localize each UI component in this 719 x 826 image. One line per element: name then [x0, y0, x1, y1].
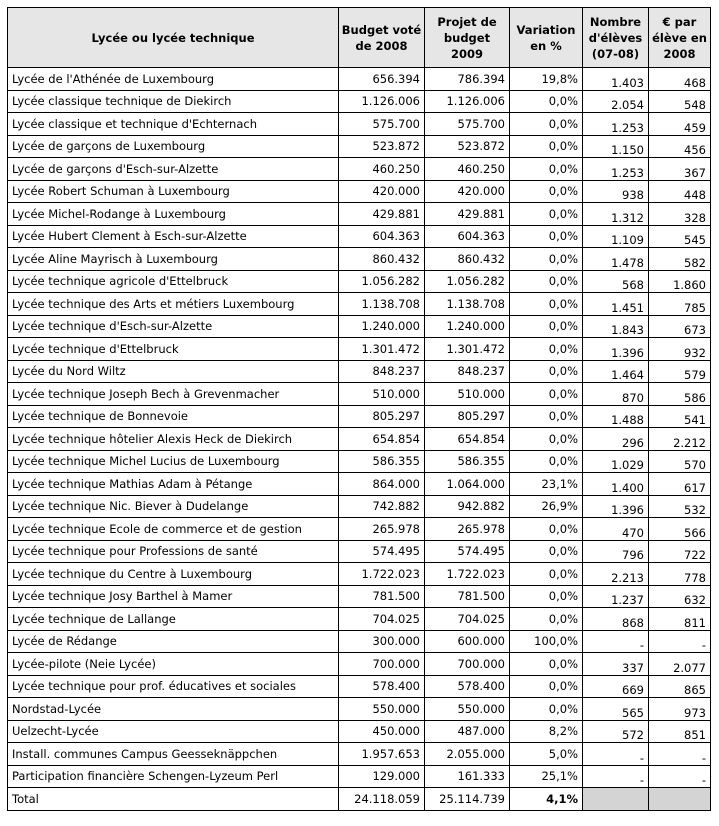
header-per-pupil: € par élève en 2008 — [649, 8, 711, 68]
school-name-cell: Lycée de l'Athénée de Luxembourg — [8, 68, 339, 91]
variation-cell: 0,0% — [510, 180, 583, 203]
variation-cell: 0,0% — [510, 585, 583, 608]
budget-2008-cell: 300.000 — [339, 630, 425, 653]
budget-2009-cell: 1.056.282 — [425, 270, 510, 293]
pupils-cell: 1.400 — [583, 473, 649, 496]
budget-2009-cell: 161.333 — [425, 765, 510, 788]
variation-cell: 0,0% — [510, 675, 583, 698]
school-name-cell: Lycée technique agricole d'Ettelbruck — [8, 270, 339, 293]
table-row — [8, 180, 711, 203]
variation-cell: 23,1% — [510, 473, 583, 496]
budget-2009-cell: 700.000 — [425, 653, 510, 676]
school-name-cell: Nordstad-Lycée — [8, 698, 339, 721]
per-pupil-cell: 570 — [649, 450, 711, 473]
budget-2009-cell: 487.000 — [425, 720, 510, 743]
pupils-cell: 938 — [583, 180, 649, 203]
budget-2008-cell: 805.297 — [339, 405, 425, 428]
table-row — [8, 158, 711, 181]
budget-2008-cell: 1.301.472 — [339, 338, 425, 361]
pupils-cell: - — [583, 765, 649, 788]
budget-2009-cell: 848.237 — [425, 360, 510, 383]
per-pupil-cell: 468 — [649, 68, 711, 91]
per-pupil-cell: 785 — [649, 293, 711, 316]
table-row — [8, 360, 711, 383]
budget-2009-cell: 523.872 — [425, 135, 510, 158]
pupils-cell: 1.029 — [583, 450, 649, 473]
budget-2009-cell: 1.138.708 — [425, 293, 510, 316]
table-row — [8, 203, 711, 226]
per-pupil-cell: 932 — [649, 338, 711, 361]
table-row — [8, 698, 711, 721]
table-row — [8, 293, 711, 316]
table-row — [8, 450, 711, 473]
per-pupil-cell: 566 — [649, 518, 711, 541]
pupils-cell: 1.843 — [583, 315, 649, 338]
budget-2008-cell: 864.000 — [339, 473, 425, 496]
pupils-cell: 568 — [583, 270, 649, 293]
budget-2008-cell: 1.722.023 — [339, 563, 425, 586]
school-name-cell: Lycée du Nord Wiltz — [8, 360, 339, 383]
per-pupil-cell: 367 — [649, 158, 711, 181]
pupils-cell: 1.464 — [583, 360, 649, 383]
school-name-cell: Lycée classique et technique d'Echternach — [8, 113, 339, 136]
variation-cell: 25,1% — [510, 765, 583, 788]
budget-2009-cell: 429.881 — [425, 203, 510, 226]
per-pupil-cell: 579 — [649, 360, 711, 383]
per-pupil-cell: 456 — [649, 135, 711, 158]
budget-2008-cell: 586.355 — [339, 450, 425, 473]
variation-cell: 0,0% — [510, 383, 583, 406]
variation-cell: 0,0% — [510, 428, 583, 451]
pupils-cell: - — [583, 630, 649, 653]
per-pupil-cell: 2.212 — [649, 428, 711, 451]
school-name-cell: Lycée de Rédange — [8, 630, 339, 653]
budget-2009-cell: 1.064.000 — [425, 473, 510, 496]
budget-2008-cell: 742.882 — [339, 495, 425, 518]
table-body — [8, 68, 711, 788]
budget-2009-cell: 2.055.000 — [425, 743, 510, 766]
variation-cell: 0,0% — [510, 293, 583, 316]
budget-2009-cell: 704.025 — [425, 608, 510, 631]
pupils-cell: 1.109 — [583, 225, 649, 248]
table-row — [8, 765, 711, 788]
per-pupil-cell: - — [649, 743, 711, 766]
variation-cell: 5,0% — [510, 743, 583, 766]
budget-2009-cell: 550.000 — [425, 698, 510, 721]
budget-2008-cell: 523.872 — [339, 135, 425, 158]
budget-2009-cell: 654.854 — [425, 428, 510, 451]
budget-2009-cell: 460.250 — [425, 158, 510, 181]
budget-2009-cell: 510.000 — [425, 383, 510, 406]
per-pupil-cell: 459 — [649, 113, 711, 136]
table-row — [8, 270, 711, 293]
variation-cell: 0,0% — [510, 315, 583, 338]
variation-cell: 0,0% — [510, 698, 583, 721]
per-pupil-cell: 548 — [649, 90, 711, 113]
variation-cell: 0,0% — [510, 405, 583, 428]
header-school: Lycée ou lycée technique — [8, 8, 339, 68]
table-row — [8, 743, 711, 766]
pupils-cell: 572 — [583, 720, 649, 743]
budget-2009-cell: 600.000 — [425, 630, 510, 653]
pupils-cell: 1.488 — [583, 405, 649, 428]
per-pupil-cell: 1.860 — [649, 270, 711, 293]
budget-2009-cell: 1.240.000 — [425, 315, 510, 338]
per-pupil-cell: 778 — [649, 563, 711, 586]
budget-2009-cell: 420.000 — [425, 180, 510, 203]
budget-2009-cell: 1.301.472 — [425, 338, 510, 361]
pupils-cell: 2.054 — [583, 90, 649, 113]
school-name-cell: Lycée technique Joseph Bech à Grevenmacher — [8, 383, 339, 406]
header-budget-2009: Projet de budget 2009 — [425, 8, 510, 68]
total-variation: 4,1% — [510, 788, 583, 811]
budget-2009-cell: 586.355 — [425, 450, 510, 473]
budget-2008-cell: 574.495 — [339, 540, 425, 563]
header-pupils: Nombre d'élèves (07-08) — [583, 8, 649, 68]
variation-cell: 0,0% — [510, 338, 583, 361]
pupils-cell: 2.213 — [583, 563, 649, 586]
budget-2008-cell: 420.000 — [339, 180, 425, 203]
budget-2008-cell: 578.400 — [339, 675, 425, 698]
table-row — [8, 518, 711, 541]
per-pupil-cell: 851 — [649, 720, 711, 743]
school-name-cell: Lycée technique de Bonnevoie — [8, 405, 339, 428]
school-name-cell: Lycée technique Nic. Biever à Dudelange — [8, 495, 339, 518]
pupils-cell: 1.312 — [583, 203, 649, 226]
per-pupil-cell: 582 — [649, 248, 711, 271]
pupils-cell: - — [583, 743, 649, 766]
pupils-cell: 1.403 — [583, 68, 649, 91]
school-name-cell: Lycée Michel-Rodange à Luxembourg — [8, 203, 339, 226]
budget-2008-cell: 1.056.282 — [339, 270, 425, 293]
budget-2009-cell: 604.363 — [425, 225, 510, 248]
school-name-cell: Lycée technique Mathias Adam à Pétange — [8, 473, 339, 496]
budget-2008-cell: 700.000 — [339, 653, 425, 676]
variation-cell: 0,0% — [510, 360, 583, 383]
per-pupil-cell: 632 — [649, 585, 711, 608]
table-row — [8, 563, 711, 586]
budget-2008-cell: 550.000 — [339, 698, 425, 721]
pupils-cell: 1.451 — [583, 293, 649, 316]
pupils-cell: 1.396 — [583, 495, 649, 518]
variation-cell: 0,0% — [510, 518, 583, 541]
total-budget-2008: 24.118.059 — [339, 788, 425, 811]
pupils-cell: 1.396 — [583, 338, 649, 361]
school-name-cell: Install. communes Campus Geesseknäppchen — [8, 743, 339, 766]
budget-2009-cell: 265.978 — [425, 518, 510, 541]
budget-2009-cell: 805.297 — [425, 405, 510, 428]
per-pupil-cell: 2.077 — [649, 653, 711, 676]
total-row — [8, 788, 711, 811]
school-name-cell: Lycée classique technique de Diekirch — [8, 90, 339, 113]
budget-2008-cell: 1.957.653 — [339, 743, 425, 766]
school-name-cell: Lycée-pilote (Neie Lycée) — [8, 653, 339, 676]
school-name-cell: Lycée technique pour prof. éducatives et sociales — [8, 675, 339, 698]
per-pupil-cell: 617 — [649, 473, 711, 496]
budget-2008-cell: 1.138.708 — [339, 293, 425, 316]
header-row — [8, 8, 711, 68]
per-pupil-cell: 722 — [649, 540, 711, 563]
variation-cell: 0,0% — [510, 450, 583, 473]
variation-cell: 0,0% — [510, 158, 583, 181]
school-name-cell: Lycée Aline Mayrisch à Luxembourg — [8, 248, 339, 271]
budget-2008-cell: 848.237 — [339, 360, 425, 383]
school-name-cell: Lycée technique Ecole de commerce et de gestion — [8, 518, 339, 541]
variation-cell: 100,0% — [510, 630, 583, 653]
budget-2009-cell: 578.400 — [425, 675, 510, 698]
per-pupil-cell: 541 — [649, 405, 711, 428]
budget-2009-cell: 1.722.023 — [425, 563, 510, 586]
budget-2009-cell: 942.882 — [425, 495, 510, 518]
pupils-cell: 1.253 — [583, 158, 649, 181]
pupils-cell: 337 — [583, 653, 649, 676]
variation-cell: 0,0% — [510, 113, 583, 136]
table-row — [8, 315, 711, 338]
per-pupil-cell: - — [649, 630, 711, 653]
variation-cell: 0,0% — [510, 225, 583, 248]
per-pupil-cell: 811 — [649, 608, 711, 631]
budget-2008-cell: 656.394 — [339, 68, 425, 91]
budget-2009-cell: 1.126.006 — [425, 90, 510, 113]
budget-2008-cell: 575.700 — [339, 113, 425, 136]
pupils-cell: 1.253 — [583, 113, 649, 136]
variation-cell: 0,0% — [510, 540, 583, 563]
variation-cell: 0,0% — [510, 90, 583, 113]
budget-2008-cell: 1.126.006 — [339, 90, 425, 113]
table-row — [8, 473, 711, 496]
table-row — [8, 225, 711, 248]
per-pupil-cell: 328 — [649, 203, 711, 226]
table-row — [8, 68, 711, 91]
table-row — [8, 585, 711, 608]
table-row — [8, 630, 711, 653]
budget-2008-cell: 265.978 — [339, 518, 425, 541]
header-budget-2008: Budget voté de 2008 — [339, 8, 425, 68]
school-name-cell: Lycée technique des Arts et métiers Luxembourg — [8, 293, 339, 316]
variation-cell: 19,8% — [510, 68, 583, 91]
budget-2008-cell: 704.025 — [339, 608, 425, 631]
pupils-cell: 796 — [583, 540, 649, 563]
budget-2008-cell: 654.854 — [339, 428, 425, 451]
per-pupil-cell: 586 — [649, 383, 711, 406]
budget-table — [7, 7, 711, 811]
table-row — [8, 338, 711, 361]
table-row — [8, 608, 711, 631]
budget-2008-cell: 429.881 — [339, 203, 425, 226]
variation-cell: 0,0% — [510, 203, 583, 226]
table-row — [8, 540, 711, 563]
variation-cell: 0,0% — [510, 135, 583, 158]
school-name-cell: Lycée technique hôtelier Alexis Heck de Diekirch — [8, 428, 339, 451]
table-row — [8, 675, 711, 698]
budget-2009-cell: 574.495 — [425, 540, 510, 563]
table-row — [8, 248, 711, 271]
school-name-cell: Lycée technique pour Professions de santé — [8, 540, 339, 563]
per-pupil-cell: 532 — [649, 495, 711, 518]
budget-2008-cell: 129.000 — [339, 765, 425, 788]
variation-cell: 0,0% — [510, 608, 583, 631]
pupils-cell: 669 — [583, 675, 649, 698]
school-name-cell: Lycée technique de Lallange — [8, 608, 339, 631]
table-row — [8, 653, 711, 676]
per-pupil-cell: 673 — [649, 315, 711, 338]
budget-2008-cell: 781.500 — [339, 585, 425, 608]
budget-2008-cell: 1.240.000 — [339, 315, 425, 338]
school-name-cell: Lycée Hubert Clement à Esch-sur-Alzette — [8, 225, 339, 248]
per-pupil-cell: 448 — [649, 180, 711, 203]
table-row — [8, 495, 711, 518]
header-variation: Variation en % — [510, 8, 583, 68]
per-pupil-cell: - — [649, 765, 711, 788]
budget-2009-cell: 786.394 — [425, 68, 510, 91]
school-name-cell: Lycée de garçons d'Esch-sur-Alzette — [8, 158, 339, 181]
budget-2008-cell: 604.363 — [339, 225, 425, 248]
school-name-cell: Lycée technique Josy Barthel à Mamer — [8, 585, 339, 608]
total-budget-2009: 25.114.739 — [425, 788, 510, 811]
per-pupil-cell: 973 — [649, 698, 711, 721]
school-name-cell: Lycée technique du Centre à Luxembourg — [8, 563, 339, 586]
per-pupil-cell: 545 — [649, 225, 711, 248]
table-row — [8, 383, 711, 406]
table-row — [8, 135, 711, 158]
table-row — [8, 720, 711, 743]
school-name-cell: Lycée de garçons de Luxembourg — [8, 135, 339, 158]
variation-cell: 8,2% — [510, 720, 583, 743]
table-row — [8, 90, 711, 113]
school-name-cell: Uelzecht-Lycée — [8, 720, 339, 743]
per-pupil-cell: 865 — [649, 675, 711, 698]
table-row — [8, 405, 711, 428]
budget-2009-cell: 781.500 — [425, 585, 510, 608]
school-name-cell: Participation financière Schengen-Lyzeum Perl — [8, 765, 339, 788]
pupils-cell: 296 — [583, 428, 649, 451]
school-name-cell: Lycée technique d'Esch-sur-Alzette — [8, 315, 339, 338]
variation-cell: 0,0% — [510, 248, 583, 271]
pupils-cell: 565 — [583, 698, 649, 721]
variation-cell: 0,0% — [510, 653, 583, 676]
budget-2008-cell: 510.000 — [339, 383, 425, 406]
budget-2008-cell: 860.432 — [339, 248, 425, 271]
pupils-cell: 870 — [583, 383, 649, 406]
variation-cell: 0,0% — [510, 270, 583, 293]
total-label: Total — [8, 788, 339, 811]
budget-2009-cell: 575.700 — [425, 113, 510, 136]
total-pupils-empty — [583, 788, 649, 811]
pupils-cell: 1.478 — [583, 248, 649, 271]
variation-cell: 0,0% — [510, 563, 583, 586]
budget-2009-cell: 860.432 — [425, 248, 510, 271]
table-row — [8, 113, 711, 136]
pupils-cell: 868 — [583, 608, 649, 631]
variation-cell: 26,9% — [510, 495, 583, 518]
pupils-cell: 1.150 — [583, 135, 649, 158]
total-per-pupil-empty — [649, 788, 711, 811]
budget-2008-cell: 450.000 — [339, 720, 425, 743]
school-name-cell: Lycée Robert Schuman à Luxembourg — [8, 180, 339, 203]
school-name-cell: Lycée technique Michel Lucius de Luxembourg — [8, 450, 339, 473]
pupils-cell: 470 — [583, 518, 649, 541]
pupils-cell: 1.237 — [583, 585, 649, 608]
table-row — [8, 428, 711, 451]
budget-2008-cell: 460.250 — [339, 158, 425, 181]
school-name-cell: Lycée technique d'Ettelbruck — [8, 338, 339, 361]
